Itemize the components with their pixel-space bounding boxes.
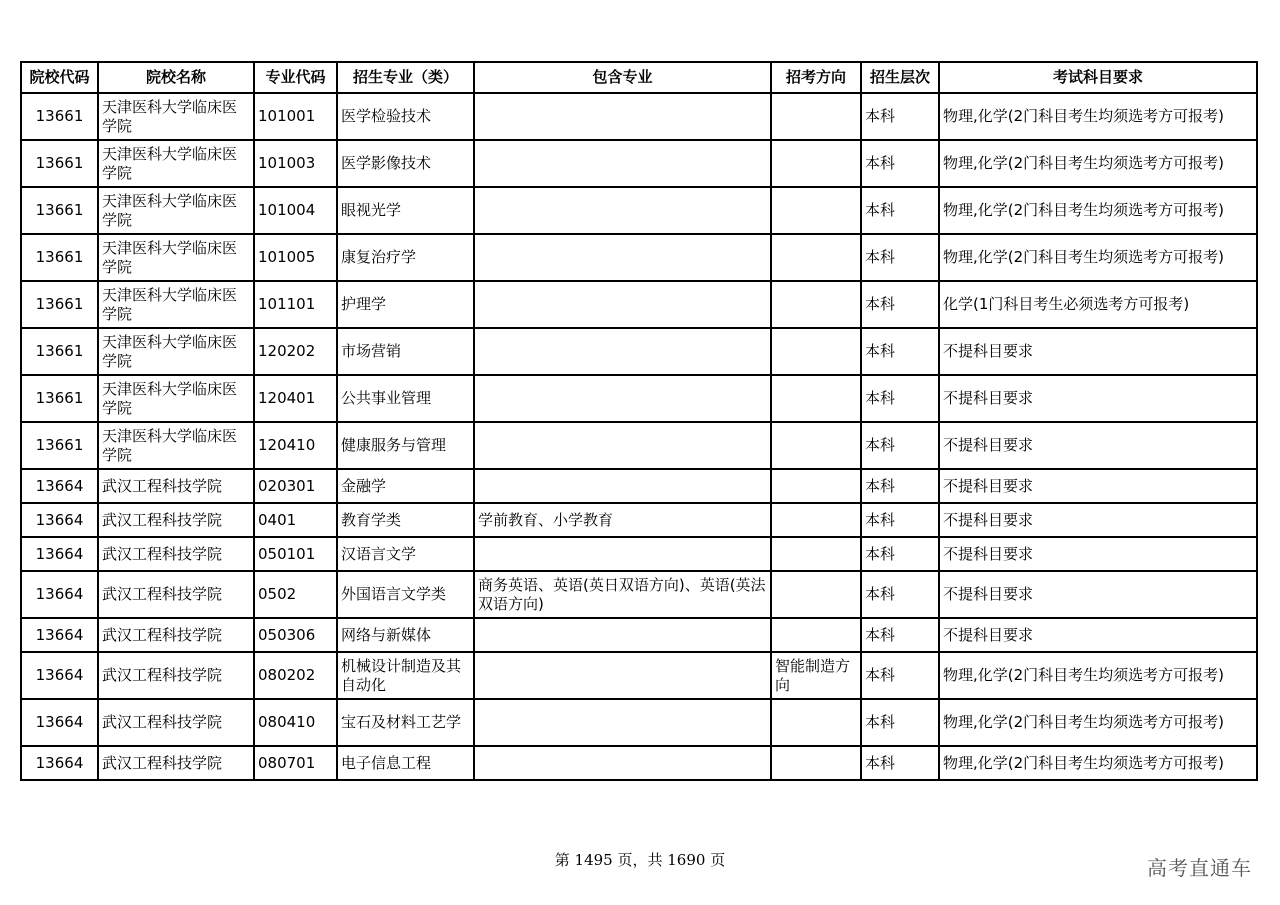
- cell-subject-requirements: 化学(1门科目考生必须选考方可报考): [939, 281, 1257, 328]
- cell-school-name: 武汉工程科技学院: [98, 652, 254, 699]
- cell-major-code: 101003: [254, 140, 337, 187]
- cell-direction: [771, 571, 861, 618]
- table-row: [21, 537, 1257, 571]
- cell-included-majors: 商务英语、英语(英日双语方向)、英语(英法双语方向): [474, 571, 771, 618]
- cell-subject-requirements: 物理,化学(2门科目考生均须选考方可报考): [939, 187, 1257, 234]
- cell-subject-requirements: 物理,化学(2门科目考生均须选考方可报考): [939, 652, 1257, 699]
- cell-subject-requirements: 物理,化学(2门科目考生均须选考方可报考): [939, 699, 1257, 746]
- cell-subject-requirements: 不提科目要求: [939, 328, 1257, 375]
- cell-subject-requirements: 物理,化学(2门科目考生均须选考方可报考): [939, 140, 1257, 187]
- cell-major-code: 120410: [254, 422, 337, 469]
- cell-included-majors: [474, 93, 771, 140]
- table-row: [21, 281, 1257, 328]
- cell-major-code: 0502: [254, 571, 337, 618]
- cell-school-code: 13661: [21, 234, 98, 281]
- cell-included-majors: [474, 422, 771, 469]
- cell-included-majors: 学前教育、小学教育: [474, 503, 771, 537]
- cell-level: 本科: [861, 375, 939, 422]
- cell-school-code: 13661: [21, 328, 98, 375]
- cell-subject-requirements: 不提科目要求: [939, 618, 1257, 652]
- cell-school-name: 天津医科大学临床医学院: [98, 93, 254, 140]
- cell-major: 护理学: [337, 281, 474, 328]
- cell-subject-requirements: 物理,化学(2门科目考生均须选考方可报考): [939, 234, 1257, 281]
- table-row: [21, 746, 1257, 780]
- cell-school-name: 天津医科大学临床医学院: [98, 375, 254, 422]
- cell-direction: [771, 93, 861, 140]
- cell-level: 本科: [861, 469, 939, 503]
- header-direction: 招考方向: [771, 62, 861, 93]
- table-row: [21, 234, 1257, 281]
- cell-major-code: 101005: [254, 234, 337, 281]
- header-level: 招生层次: [861, 62, 939, 93]
- header-major: 招生专业（类）: [337, 62, 474, 93]
- cell-level: 本科: [861, 281, 939, 328]
- cell-school-code: 13664: [21, 618, 98, 652]
- cell-direction: [771, 503, 861, 537]
- table-row: [21, 699, 1257, 746]
- cell-major: 网络与新媒体: [337, 618, 474, 652]
- table-row: [21, 503, 1257, 537]
- cell-level: 本科: [861, 571, 939, 618]
- cell-included-majors: [474, 699, 771, 746]
- cell-direction: [771, 699, 861, 746]
- cell-school-code: 13664: [21, 571, 98, 618]
- cell-school-name: 天津医科大学临床医学院: [98, 328, 254, 375]
- cell-school-code: 13661: [21, 281, 98, 328]
- cell-major: 健康服务与管理: [337, 422, 474, 469]
- cell-subject-requirements: 不提科目要求: [939, 571, 1257, 618]
- cell-school-name: 武汉工程科技学院: [98, 503, 254, 537]
- cell-included-majors: [474, 328, 771, 375]
- cell-school-code: 13664: [21, 537, 98, 571]
- cell-subject-requirements: 物理,化学(2门科目考生均须选考方可报考): [939, 93, 1257, 140]
- cell-school-name: 武汉工程科技学院: [98, 469, 254, 503]
- header-subject-requirements: 考试科目要求: [939, 62, 1257, 93]
- table-row: [21, 328, 1257, 375]
- watermark: 高考直通车: [1147, 856, 1252, 880]
- header-included-majors: 包含专业: [474, 62, 771, 93]
- cell-subject-requirements: 物理,化学(2门科目考生均须选考方可报考): [939, 746, 1257, 780]
- cell-direction: [771, 746, 861, 780]
- cell-level: 本科: [861, 503, 939, 537]
- cell-level: 本科: [861, 234, 939, 281]
- cell-school-name: 武汉工程科技学院: [98, 699, 254, 746]
- cell-level: 本科: [861, 652, 939, 699]
- cell-direction: [771, 618, 861, 652]
- cell-major: 市场营销: [337, 328, 474, 375]
- cell-subject-requirements: 不提科目要求: [939, 537, 1257, 571]
- cell-major-code: 0401: [254, 503, 337, 537]
- cell-level: 本科: [861, 746, 939, 780]
- cell-level: 本科: [861, 187, 939, 234]
- cell-school-name: 武汉工程科技学院: [98, 746, 254, 780]
- cell-major-code: 080202: [254, 652, 337, 699]
- cell-major-code: 101001: [254, 93, 337, 140]
- cell-level: 本科: [861, 699, 939, 746]
- cell-subject-requirements: 不提科目要求: [939, 422, 1257, 469]
- table-row: [21, 422, 1257, 469]
- cell-subject-requirements: 不提科目要求: [939, 375, 1257, 422]
- cell-subject-requirements: 不提科目要求: [939, 503, 1257, 537]
- cell-included-majors: [474, 187, 771, 234]
- cell-major: 金融学: [337, 469, 474, 503]
- cell-included-majors: [474, 652, 771, 699]
- cell-major-code: 080410: [254, 699, 337, 746]
- cell-direction: [771, 375, 861, 422]
- cell-direction: [771, 537, 861, 571]
- cell-major-code: 101101: [254, 281, 337, 328]
- cell-school-name: 天津医科大学临床医学院: [98, 234, 254, 281]
- cell-major: 电子信息工程: [337, 746, 474, 780]
- table-row: [21, 618, 1257, 652]
- cell-level: 本科: [861, 328, 939, 375]
- cell-major-code: 050101: [254, 537, 337, 571]
- cell-level: 本科: [861, 618, 939, 652]
- cell-school-code: 13664: [21, 699, 98, 746]
- cell-direction: [771, 234, 861, 281]
- header-major-code: 专业代码: [254, 62, 337, 93]
- cell-included-majors: [474, 537, 771, 571]
- cell-included-majors: [474, 281, 771, 328]
- cell-level: 本科: [861, 93, 939, 140]
- cell-school-name: 武汉工程科技学院: [98, 618, 254, 652]
- cell-major: 康复治疗学: [337, 234, 474, 281]
- cell-included-majors: [474, 469, 771, 503]
- cell-level: 本科: [861, 140, 939, 187]
- cell-major-code: 050306: [254, 618, 337, 652]
- cell-major: 外国语言文学类: [337, 571, 474, 618]
- cell-major: 医学检验技术: [337, 93, 474, 140]
- table-row: [21, 571, 1257, 618]
- cell-school-code: 13664: [21, 503, 98, 537]
- cell-school-code: 13664: [21, 652, 98, 699]
- cell-direction: [771, 281, 861, 328]
- table-row: [21, 375, 1257, 422]
- cell-major: 机械设计制造及其自动化: [337, 652, 474, 699]
- cell-school-code: 13661: [21, 422, 98, 469]
- cell-major-code: 080701: [254, 746, 337, 780]
- cell-direction: [771, 328, 861, 375]
- cell-level: 本科: [861, 422, 939, 469]
- cell-major: 医学影像技术: [337, 140, 474, 187]
- table-row: [21, 469, 1257, 503]
- cell-included-majors: [474, 234, 771, 281]
- admissions-table: [20, 61, 1258, 781]
- cell-included-majors: [474, 618, 771, 652]
- cell-school-name: 天津医科大学临床医学院: [98, 281, 254, 328]
- cell-level: 本科: [861, 537, 939, 571]
- cell-school-name: 武汉工程科技学院: [98, 537, 254, 571]
- cell-direction: [771, 469, 861, 503]
- cell-direction: 智能制造方向: [771, 652, 861, 699]
- cell-major: 教育学类: [337, 503, 474, 537]
- cell-school-code: 13664: [21, 469, 98, 503]
- table-row: [21, 93, 1257, 140]
- table-header-row: [21, 62, 1257, 93]
- cell-school-name: 天津医科大学临床医学院: [98, 140, 254, 187]
- cell-major: 汉语言文学: [337, 537, 474, 571]
- cell-major: 宝石及材料工艺学: [337, 699, 474, 746]
- cell-major-code: 120401: [254, 375, 337, 422]
- cell-school-code: 13661: [21, 93, 98, 140]
- cell-school-code: 13661: [21, 187, 98, 234]
- cell-school-code: 13661: [21, 375, 98, 422]
- cell-direction: [771, 187, 861, 234]
- cell-direction: [771, 422, 861, 469]
- cell-school-code: 13661: [21, 140, 98, 187]
- cell-school-name: 天津医科大学临床医学院: [98, 187, 254, 234]
- table-body: [21, 93, 1257, 780]
- cell-included-majors: [474, 375, 771, 422]
- table-row: [21, 187, 1257, 234]
- cell-subject-requirements: 不提科目要求: [939, 469, 1257, 503]
- cell-major: 公共事业管理: [337, 375, 474, 422]
- cell-school-name: 武汉工程科技学院: [98, 571, 254, 618]
- page-number: 第 1495 页，共 1690 页: [554, 851, 726, 869]
- cell-major: 眼视光学: [337, 187, 474, 234]
- cell-major-code: 020301: [254, 469, 337, 503]
- header-school-code: 院校代码: [21, 62, 98, 93]
- header-school-name: 院校名称: [98, 62, 254, 93]
- table-row: [21, 652, 1257, 699]
- cell-included-majors: [474, 140, 771, 187]
- cell-major-code: 120202: [254, 328, 337, 375]
- cell-school-code: 13664: [21, 746, 98, 780]
- table-row: [21, 140, 1257, 187]
- cell-major-code: 101004: [254, 187, 337, 234]
- cell-school-name: 天津医科大学临床医学院: [98, 422, 254, 469]
- cell-included-majors: [474, 746, 771, 780]
- cell-direction: [771, 140, 861, 187]
